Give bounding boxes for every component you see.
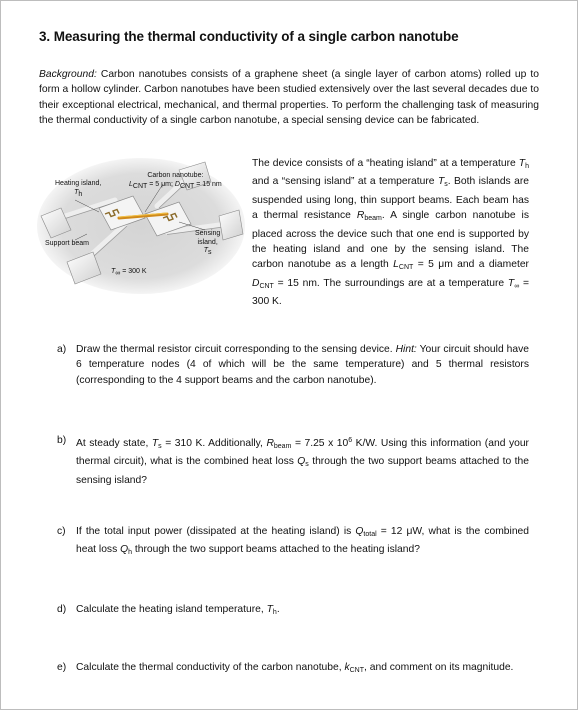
ambient-temperature-label: $T_\infty = 300$ K	[111, 268, 147, 277]
question-c: c) If the total input power (dissipated at the heating island) is $Q_{total} = 12$ μW, what is the combined heat loss $Q_h$ through the two support beams attached to the heating island?	[57, 526, 529, 557]
question-d: d) Calculate the heating island temperature, $T_h$.	[57, 604, 280, 616]
question-b: b) At steady state, $T_s = 310$ K. Additionally, $R_{beam} = 7.25$ x $10^6$ K/W. Using this information (and your thermal circuit), what is the combined heat loss $Q_s$ through the two support beams attached to the sensing island?	[57, 435, 529, 486]
heating-island-label: Heating island, $T_h$	[55, 180, 102, 198]
question-label: a)	[57, 344, 67, 355]
device-description: The device consists of a “heating island” at a temperature $T_h$ and a “sensing island” at a temperature $T_s$. Both islands are suspended using long, thin support beams. Each beam has a thermal resistance $R_{beam}$. A single carbon nanotube is placed across the device such that one end is supported by the heating island and one by the sensing island. The carbon nanotube as a length $L_{CNT} = 5$ μm and a diameter $D_{CNT} = 15$ nm. The surroundings are at a temperature $T_\infty = 300$ K.	[252, 158, 529, 308]
question-e: e) Calculate the thermal conductivity of the carbon nanotube, $k_{CNT}$, and comment on its magnitude.	[57, 662, 514, 674]
question-label: c)	[57, 526, 66, 537]
background-label: Background:	[39, 69, 97, 80]
question-label: e)	[57, 662, 67, 673]
device-figure	[37, 154, 245, 294]
question-label: d)	[57, 604, 67, 615]
sensing-island-label: Sensing island, $T_s$	[195, 230, 221, 256]
carbon-nanotube-label: Carbon nanotube: $L_{CNT} = 5$ μm; $D_{CNT} = 15$ nm	[129, 172, 222, 190]
question-a: a) Draw the thermal resistor circuit corresponding to the sensing device. Hint: Your circuit should have 6 temperature nodes (4 of which will be the same temperature) and 5 thermal resistors (corresponding to the 4 support beams and the carbon nanotube).	[57, 344, 530, 386]
problem-title: 3. Measuring the thermal conductivity of a single carbon nanotube	[39, 29, 459, 44]
background-paragraph	[39, 67, 539, 129]
support-beam-label: Support beam	[45, 240, 89, 247]
background-text: Carbon nanotubes consists of a graphene sheet (a single layer of carbon atoms) rolled up to form a hollow cylinder. Carbon nanotubes have been studied extensively over the last several decades due to their exceptional electrical, mechanical, and thermal properties. To perform the challenging task of measuring the thermal conductivity of a single carbon nanotube, a special sensing device can be fabricated.	[39, 69, 539, 127]
question-label: b)	[57, 435, 67, 446]
